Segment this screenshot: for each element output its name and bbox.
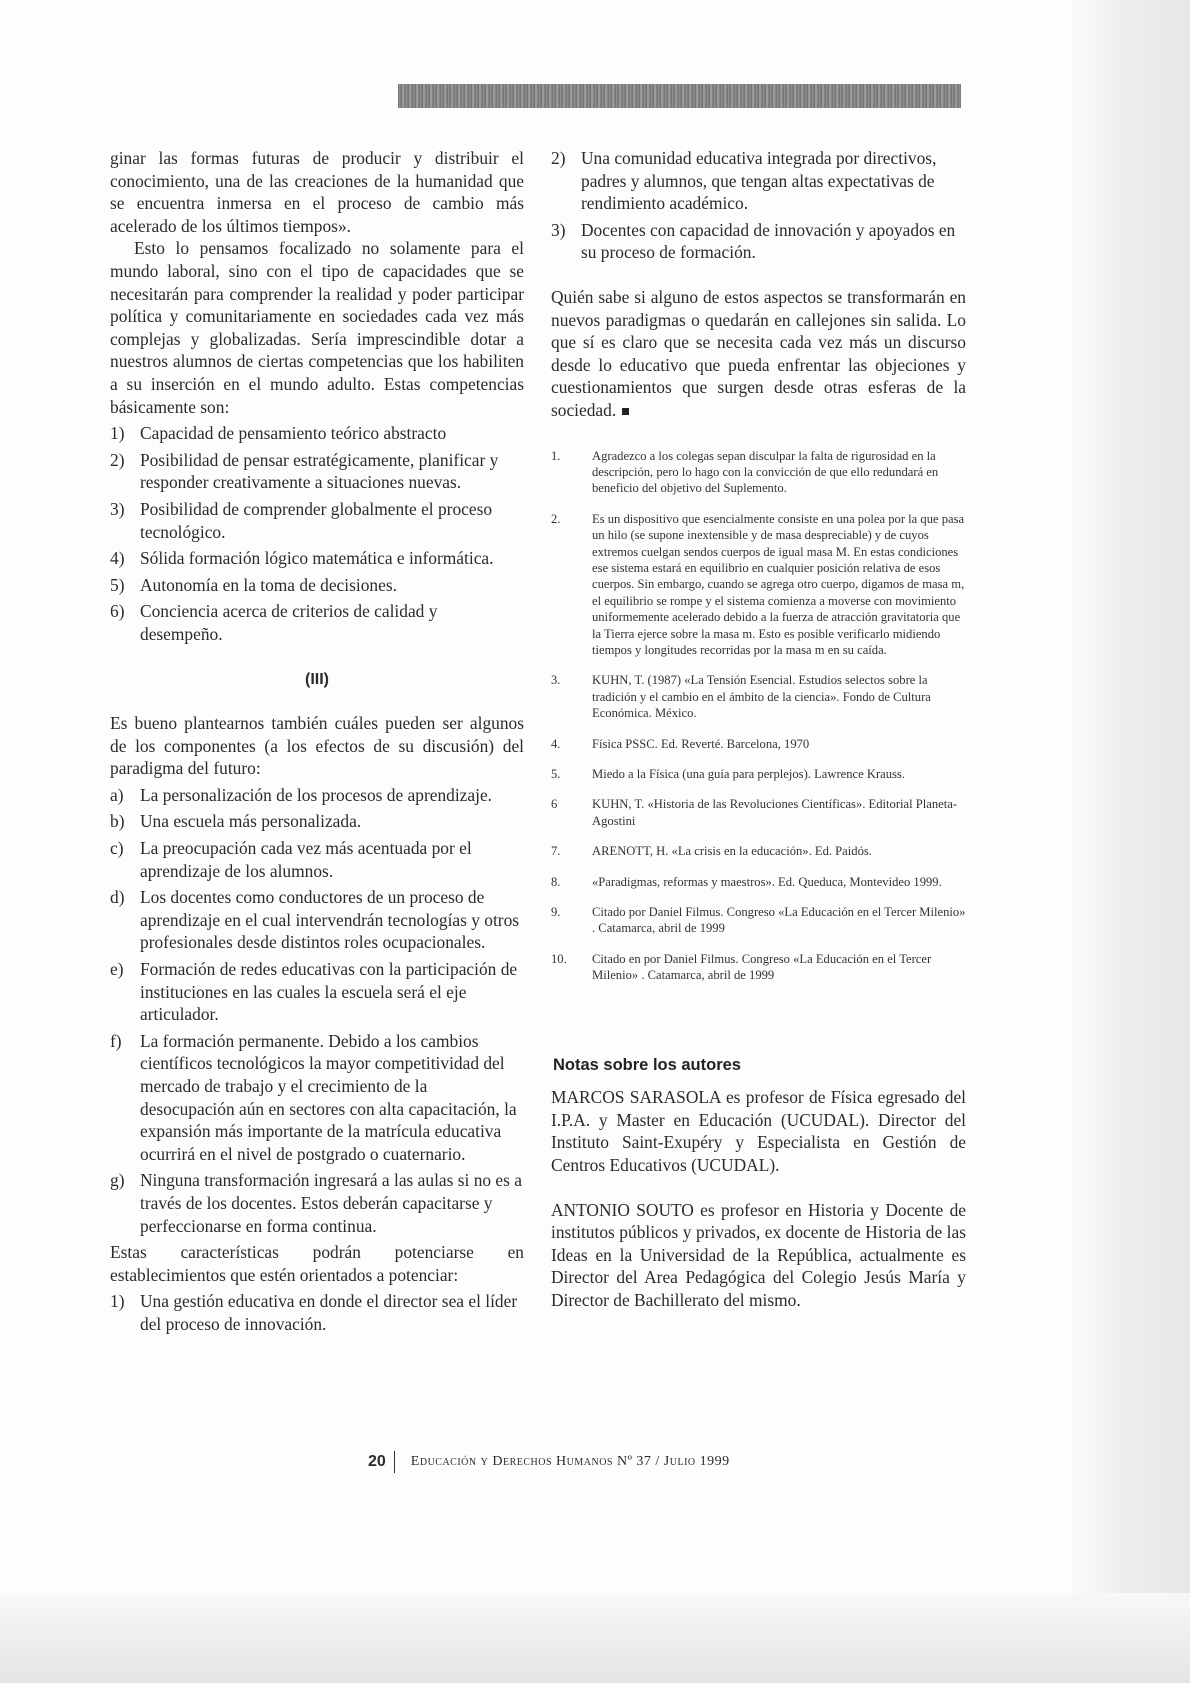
conclusion-paragraph: Quién sabe si alguno de estos aspectos se transformarán en nuevos paradigmas o quedarán en callejones sin salida. Lo que sí es claro que se necesita cada vez más un discurso desde lo educativo que pueda enfrentar las objeciones y cuestionamientos que surgen desde otras esferas de la sociedad. [551,286,966,420]
author-note: ANTONIO SOUTO es profesor en Historia y Docente de institutos públicos y privados, ex docente de Historia de las Ideas en la Universidad de la República, actualmente es Director del Area Pedagógica del Colegio Jesús María y Director de Bachillerato del mismo. [551,1199,966,1311]
footnote: 9. Citado por Daniel Filmus. Congreso «La Educación en el Tercer Milenio» . Catamarca, abril de 1999 [551,905,966,936]
list-item: e) Formación de redes educativas con la participación de instituciones en las cuales la escuela será el eje articulador. [110,959,518,1025]
footnotes [551,448,966,984]
right-column [551,147,966,1312]
componentes-list [110,784,524,1237]
establecimientos-list [110,1290,524,1335]
list-item: c) La preocupación cada vez más acentuada por el aprendizaje de los alumnos. [110,838,472,881]
footnote: 1. Agradezco a los colegas sepan disculpar la falta de rigurosidad en la descripción, pero lo hago con la convicción de que ello redundará en beneficio del objetivo del Suplemento. [551,448,939,496]
list-item: 3) Docentes con capacidad de innovación y apoyados en su proceso de formación. [551,219,956,263]
list-item: 6) Conciencia acerca de criterios de calidad y desempeño. [110,601,438,644]
list-item: b) Una escuela más personalizada. [110,811,362,832]
left-column [110,147,524,1340]
list-item: 4) Sólida formación lógico matemática e informática. [110,548,494,569]
page-edge-shadow [1072,0,1190,1683]
author-note: MARCOS SARASOLA es profesor de Física egresado del I.P.A. y Master en Educación (UCUDAL). Director del Instituto Saint-Exupéry y Especialista en Gestión de Centros Educativos (UCUDAL). [551,1087,966,1176]
list-item: 3) Posibilidad de comprender globalmente el proceso tecnológico. [110,498,493,542]
footnote: 5. Miedo a la Física (una guía para perplejos). Lawrence Krauss. [551,767,905,782]
establecimientos-list-continued [551,147,966,264]
paragraph: Es bueno plantearnos también cuáles pueden ser algunos de los componentes (a los efectos de su discusión) del paradigma del futuro: [110,713,524,779]
paragraph: ginar las formas futuras de producir y distribuir el conocimiento, una de las creaciones de la humanidad que se encuentra inmersa en el proceso de cambio más acelerado de los últimos tiempos». [110,148,524,236]
footnote: 7. ARENOTT, H. «La crisis en la educación». Ed. Paidós. [551,844,872,859]
footnote: 3. KUHN, T. (1987) «La Tensión Esencial. Estudios selectos sobre la tradición y el cambio en el ámbito de la ciencia». Fondo de Cultura Económica. México. [551,673,931,721]
list-item: d) Los docentes como conductores de un proceso de aprendizaje en el cual intervendrán tecnologías y otros profesionales desde distintos roles ocupacionales. [110,887,520,953]
notes-heading: Notas sobre los autores [553,1055,741,1074]
page-number: 20 [368,1453,386,1470]
footnote: 4. Física PSSC. Ed. Reverté. Barcelona, 1970 [551,736,810,751]
competencias-list [110,422,524,645]
list-item: 5) Autonomía en la toma de decisiones. [110,574,397,595]
section-heading: (III) [305,671,329,689]
footnote: 8. «Paradigmas, reformas y maestros». Ed. Queduca, Montevideo 1999. [551,874,942,889]
footnote: 2. Es un dispositivo que esencialmente consiste en una polea por la que pasa un hilo (se supone inextensible y de masa despreciable) y de cuyos extremos cuelgan sendos cuerpos de igual masa M. En estas condiciones ese sistema estará en equilibrio en cualquier posición relativa de esos cuerpos. Sin embargo, cuando se agrega otro cuerpo, digamos de masa m, el equilibrio se rompe y el sistema comienza a moverse con movimiento uniformemente acelerado debido a la fuerza de atracción gravitatoria que la Tierra ejerce sobre la masa m. Esto es posible verificarlo midiendo tiempos y longitudes recorridas por la masa m en su caída. [551,511,965,657]
publication-info: Educación y Derechos Humanos Nº 37 / Julio 1999 [410,1454,730,1469]
paragraph: Esto lo pensamos focalizado no solamente para el mundo laboral, sino con el tipo de capacidades que se necesitarán para comprender la realidad y poder participar política y comunitariamente en sociedades cada vez más complejas y globalizadas. Sería imprescindible dotar a nuestros alumnos de ciertas competencias que los habiliten a su inserción en el mundo adulto. Estas competencias básicamente son: [110,238,524,417]
page-footer [368,1451,888,1473]
scan-bottom-shadow [0,1593,1190,1683]
list-item: 2) Una comunidad educativa integrada por directivos, padres y alumnos, que tengan altas expectativas de rendimiento académico. [551,148,937,214]
header-decorative-bar [398,84,961,108]
list-item: 1) Una gestión educativa en donde el director sea el líder del proceso de innovación. [110,1291,518,1334]
end-mark-icon [622,408,629,415]
paragraph: Estas características podrán potenciarse en establecimientos que estén orientados a potenciar: [110,1242,524,1285]
footnote: 10. Citado en por Daniel Filmus. Congreso «La Educación en el Tercer Milenio» . Catamarca, abril de 1999 [551,951,932,983]
list-item: f) La formación permanente. Debido a los cambios científicos tecnológicos la mayor competitividad del mercado de trabajo y el crecimiento de la desocupación aún en sectores con alta capacitación, la expansión más importante de la matrícula educativa ocurrirá en el nivel de postgrado o cuaternario. [110,1030,517,1164]
footer-divider [394,1451,395,1473]
footnote: 6 KUHN, T. «Historia de las Revoluciones Científicas». Editorial Planeta-Agostini [551,797,958,828]
list-item: 1) Capacidad de pensamiento teórico abstracto [110,423,447,444]
list-item: a) La personalización de los procesos de aprendizaje. [110,784,493,805]
list-item: g) Ninguna transformación ingresará a las aulas si no es a través de los docentes. Estos deberán capacitarse y perfeccionarse en forma continua. [110,1170,522,1236]
list-item: 2) Posibilidad de pensar estratégicamente, planificar y responder creativamente a situaciones nuevas. [110,449,499,493]
